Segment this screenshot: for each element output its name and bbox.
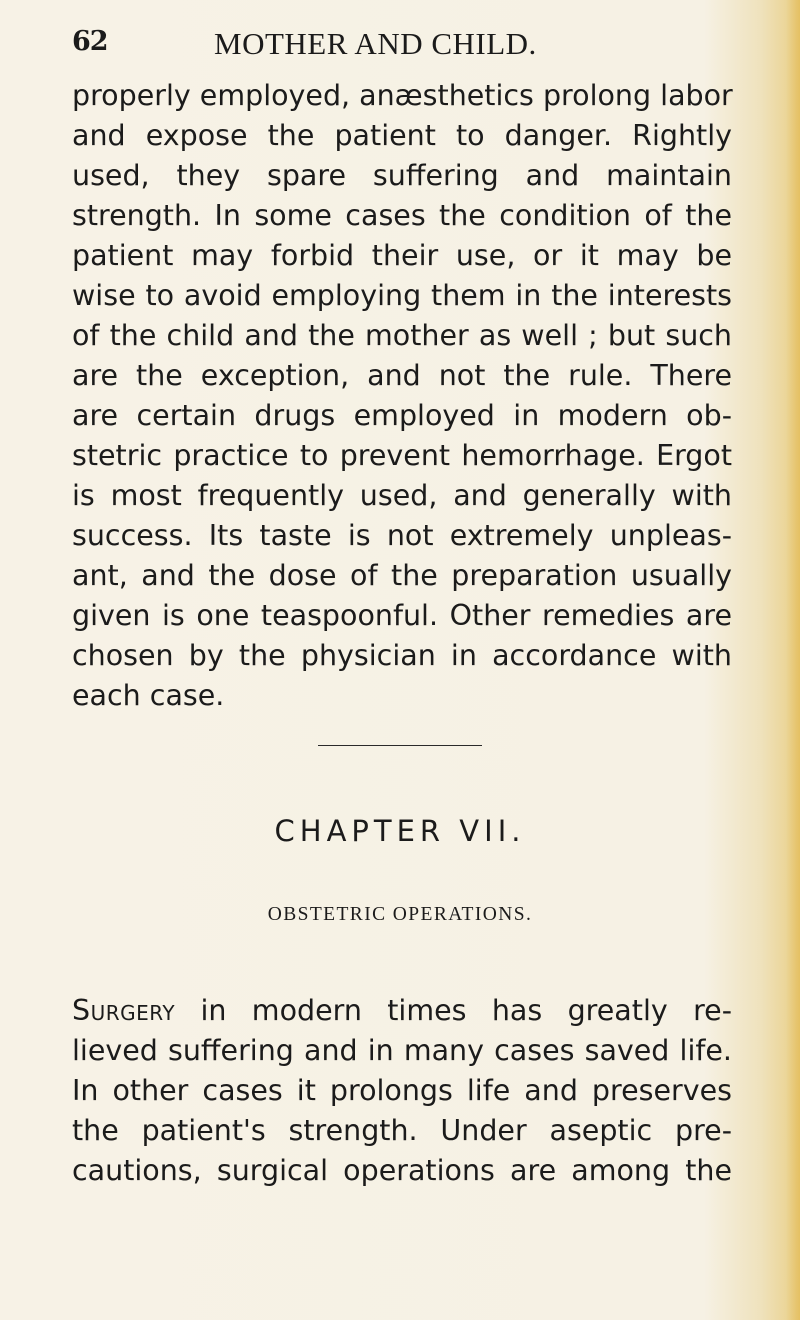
paragraph-1 — [72, 76, 732, 716]
text-line: is most frequently used, and generally with — [72, 479, 732, 512]
chapter-subtitle: OBSTETRIC OPERATIONS. — [267, 904, 533, 925]
text-line: are the exception, and not the rule. There — [72, 359, 732, 392]
chapter-heading: CHAPTER VII. — [274, 814, 526, 848]
text-line: used, they spare suffering and maintain — [72, 159, 732, 192]
text-line: cautions, surgical operations are among the — [72, 1154, 732, 1187]
text-line: each case. — [72, 679, 225, 712]
text-line: patient may forbid their use, or it may be — [72, 239, 732, 272]
text-line: success. Its taste is not extremely unpleas- — [72, 519, 732, 552]
text-line: of the child and the mother as well ; but such — [72, 319, 732, 352]
text-line: the patient's strength. Under aseptic pre- — [72, 1114, 732, 1147]
page-number: 62 — [72, 26, 108, 57]
text-line: wise to avoid employing them in the interests — [72, 279, 732, 312]
text-line: stetric practice to prevent hemorrhage. Ergot — [72, 439, 732, 472]
text-line: ant, and the dose of the preparation usually — [72, 559, 732, 592]
running-title: MOTHER AND CHILD. — [214, 26, 537, 61]
text-line: given is one teaspoonful. Other remedies are — [72, 599, 732, 632]
text-line: and expose the patient to danger. Rightly — [72, 119, 732, 152]
paragraph-2 — [72, 991, 732, 1191]
drop-word-smallcaps: Surgery — [72, 994, 176, 1027]
text-line: strength. In some cases the condition of the — [72, 199, 732, 232]
section-divider-rule — [318, 745, 482, 746]
text-line: lieved suffering and in many cases saved life. — [72, 1034, 732, 1067]
text-line-first — [72, 991, 732, 1031]
running-head — [72, 22, 732, 62]
first-line-rest: in modern times has greatly re- — [175, 994, 732, 1027]
text-line: In other cases it prolongs life and preserves — [72, 1074, 732, 1107]
text-line: are certain drugs employed in modern ob- — [72, 399, 732, 432]
text-line: chosen by the physician in accordance with — [72, 639, 732, 672]
text-line: properly employed, anæsthetics prolong labor — [72, 79, 733, 112]
page-edge-shading — [786, 0, 800, 1320]
